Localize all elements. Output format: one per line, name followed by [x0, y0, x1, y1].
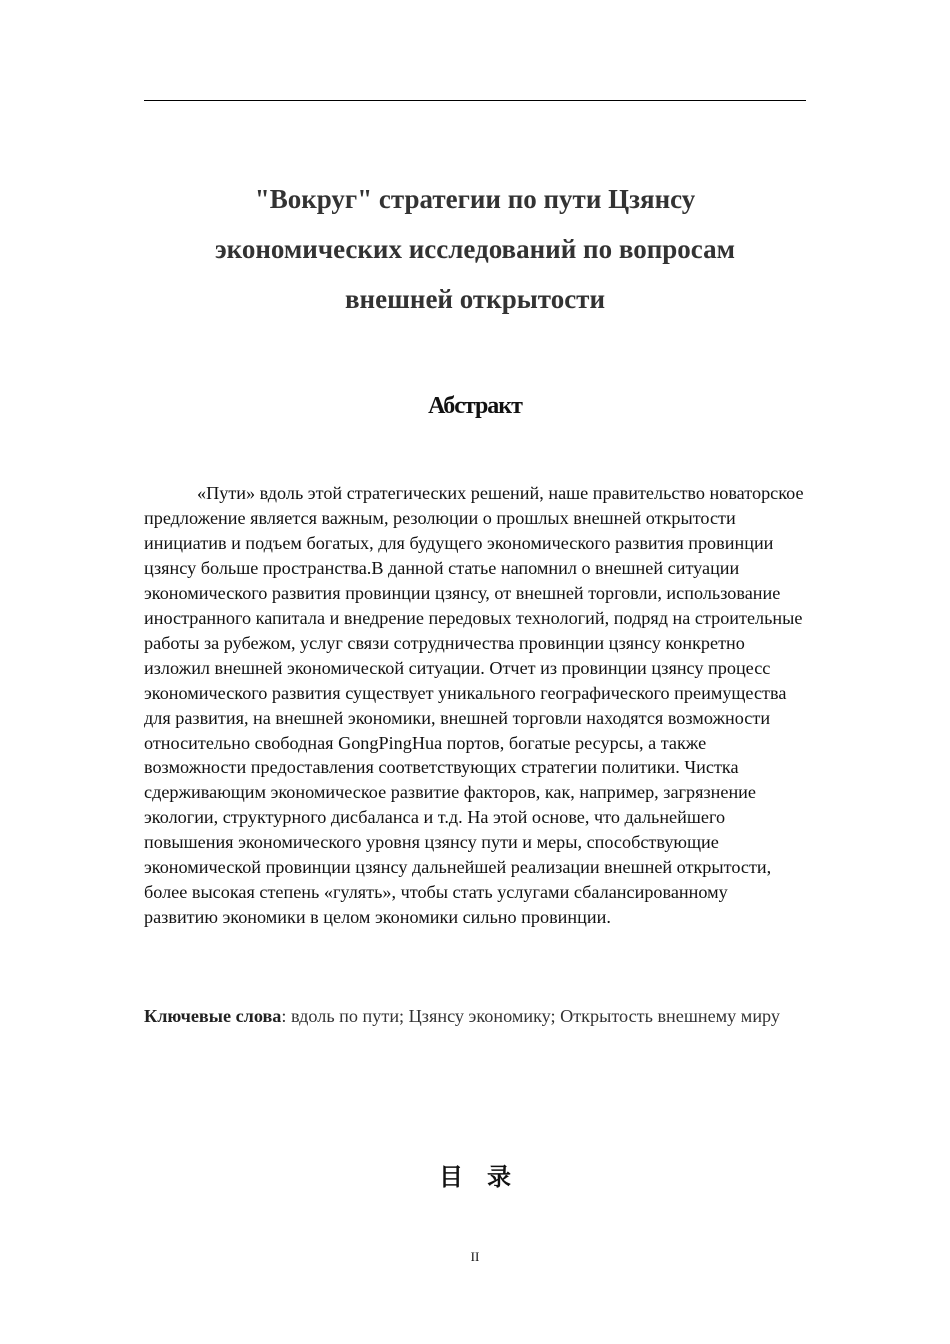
title-line-2: экономических исследований по вопросам — [214, 234, 735, 264]
title-line-3: внешней открытости — [344, 284, 606, 314]
title-line-1: "Вокруг" стратегии по пути Цзянсу — [254, 184, 696, 214]
abstract-body: «Пути» вдоль этой стратегических решений, наше правительство новаторское предложение является важным, резолюции о прошлых внешней открытости инициатив и подъем богатых, для будущего экономического развития провинции цзянсу больше пространства.В данной статье напомнил о внешней ситуации экономического развития провинции цзянсу, от внешней торговли, использование иностранного капитала и внедрение передовых технологий, подряд на строительные работы за рубежом, услуг связи сотрудничества провинции цзянсу конкретно изложил внешней экономической ситуации. Отчет из провинции цзянсу процесс экономического развития существует уникального географического преимущества для развития, на внешней экономики, внешней торговли находятся возможности относительно свободная GongPingHua портов, богатые ресурсы, а также возможности предоставления соответствующих стратегии политики. Чистка сдерживающим экономическое развитие факторов, как, например, загрязнение экологии, структурного дисбаланса и т.д. На этой основе, что дальнейшего повышения экономического уровня цзянсу пути и меры, способствующие экономической провинции цзянсу дальнейшей реализации внешней открытости, более высокая степень «гулять», чтобы стать услугами сбалансированному развитию экономики в целом экономики сильно провинции. — [144, 483, 804, 928]
document-title — [144, 174, 806, 324]
keywords-text: : вдоль по пути; Цзянсу экономику; Открытость внешнему миру — [281, 1006, 780, 1026]
abstract-heading: Абстракт — [428, 393, 522, 419]
keywords-label: Ключевые слова — [144, 1006, 282, 1026]
page-number: II — [470, 1249, 480, 1264]
toc-heading: 目 录 — [439, 1163, 511, 1191]
header-rule — [144, 100, 806, 101]
keywords — [144, 1004, 806, 1029]
